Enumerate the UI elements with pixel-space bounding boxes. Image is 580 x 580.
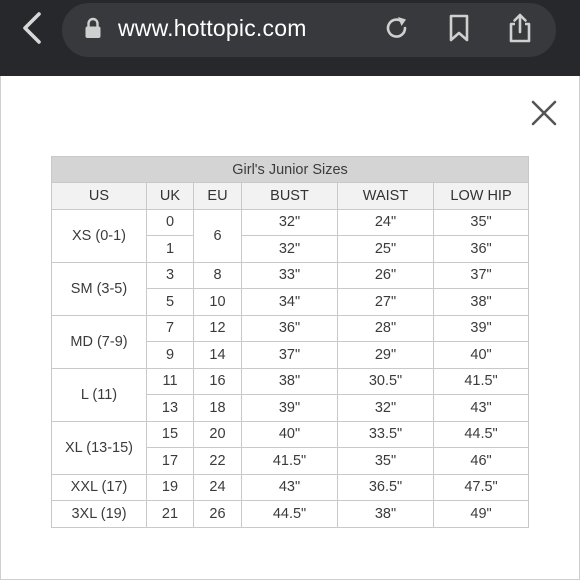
browser-toolbar (0, 0, 580, 76)
eu-size-cell: 24 (194, 474, 242, 501)
bust-cell: 40" (242, 421, 338, 448)
bust-cell: 36" (242, 315, 338, 342)
uk-size-cell: 1 (147, 236, 194, 263)
back-button[interactable] (14, 10, 50, 46)
bust-cell: 33" (242, 262, 338, 289)
uk-size-cell: 21 (147, 501, 194, 528)
low-hip-cell: 49" (434, 501, 529, 528)
table-row (52, 474, 529, 501)
us-size-cell: 3XL (19) (52, 501, 147, 528)
bust-cell: 38" (242, 368, 338, 395)
reload-button[interactable] (382, 12, 412, 44)
lock-icon (84, 17, 102, 39)
close-icon (530, 99, 558, 127)
low-hip-cell: 44.5" (434, 421, 529, 448)
uk-size-cell: 19 (147, 474, 194, 501)
bust-cell: 32" (242, 236, 338, 263)
uk-size-cell: 3 (147, 262, 194, 289)
share-icon (506, 12, 534, 44)
us-size-cell: XL (13-15) (52, 421, 147, 474)
us-size-cell: XS (0-1) (52, 209, 147, 262)
eu-size-cell: 8 (194, 262, 242, 289)
waist-cell: 25" (338, 236, 434, 263)
low-hip-cell: 37" (434, 262, 529, 289)
uk-size-cell: 0 (147, 209, 194, 236)
waist-cell: 26" (338, 262, 434, 289)
table-row (52, 501, 529, 528)
header-waist: WAIST (338, 183, 434, 210)
eu-size-cell: 6 (194, 209, 242, 262)
waist-cell: 32" (338, 395, 434, 422)
bust-cell: 41.5" (242, 448, 338, 475)
bust-cell: 43" (242, 474, 338, 501)
uk-size-cell: 17 (147, 448, 194, 475)
waist-cell: 27" (338, 289, 434, 316)
header-low-hip: LOW HIP (434, 183, 529, 210)
eu-size-cell: 18 (194, 395, 242, 422)
reload-icon (383, 14, 411, 42)
eu-size-cell: 22 (194, 448, 242, 475)
low-hip-cell: 41.5" (434, 368, 529, 395)
us-size-cell: SM (3-5) (52, 262, 147, 315)
eu-size-cell: 14 (194, 342, 242, 369)
bust-cell: 34" (242, 289, 338, 316)
us-size-cell: L (11) (52, 368, 147, 421)
bust-cell: 37" (242, 342, 338, 369)
waist-cell: 24" (338, 209, 434, 236)
bust-cell: 44.5" (242, 501, 338, 528)
waist-cell: 38" (338, 501, 434, 528)
eu-size-cell: 26 (194, 501, 242, 528)
url-text[interactable]: www.hottopic.com (118, 15, 307, 41)
bust-cell: 32" (242, 209, 338, 236)
bookmark-button[interactable] (444, 12, 474, 44)
bust-cell: 39" (242, 395, 338, 422)
eu-size-cell: 20 (194, 421, 242, 448)
low-hip-cell: 35" (434, 209, 529, 236)
low-hip-cell: 40" (434, 342, 529, 369)
waist-cell: 33.5" (338, 421, 434, 448)
table-row (52, 262, 529, 289)
eu-size-cell: 12 (194, 315, 242, 342)
chevron-left-icon (21, 11, 43, 45)
uk-size-cell: 7 (147, 315, 194, 342)
header-bust: BUST (242, 183, 338, 210)
low-hip-cell: 47.5" (434, 474, 529, 501)
table-row (52, 368, 529, 395)
waist-cell: 28" (338, 315, 434, 342)
uk-size-cell: 15 (147, 421, 194, 448)
bookmark-icon (447, 13, 471, 43)
header-uk: UK (147, 183, 194, 210)
low-hip-cell: 43" (434, 395, 529, 422)
table-header-row (52, 183, 529, 210)
uk-size-cell: 5 (147, 289, 194, 316)
table-row (52, 209, 529, 236)
close-button[interactable] (528, 97, 560, 129)
low-hip-cell: 38" (434, 289, 529, 316)
uk-size-cell: 9 (147, 342, 194, 369)
header-us: US (52, 183, 147, 210)
waist-cell: 30.5" (338, 368, 434, 395)
waist-cell: 36.5" (338, 474, 434, 501)
size-table (51, 156, 529, 528)
share-button[interactable] (505, 12, 535, 44)
low-hip-cell: 39" (434, 315, 529, 342)
us-size-cell: XXL (17) (52, 474, 147, 501)
low-hip-cell: 46" (434, 448, 529, 475)
low-hip-cell: 36" (434, 236, 529, 263)
eu-size-cell: 10 (194, 289, 242, 316)
table-title: Girl's Junior Sizes (52, 157, 529, 183)
waist-cell: 35" (338, 448, 434, 475)
eu-size-cell: 16 (194, 368, 242, 395)
header-eu: EU (194, 183, 242, 210)
us-size-cell: MD (7-9) (52, 315, 147, 368)
uk-size-cell: 11 (147, 368, 194, 395)
table-row (52, 315, 529, 342)
waist-cell: 29" (338, 342, 434, 369)
table-row (52, 421, 529, 448)
uk-size-cell: 13 (147, 395, 194, 422)
